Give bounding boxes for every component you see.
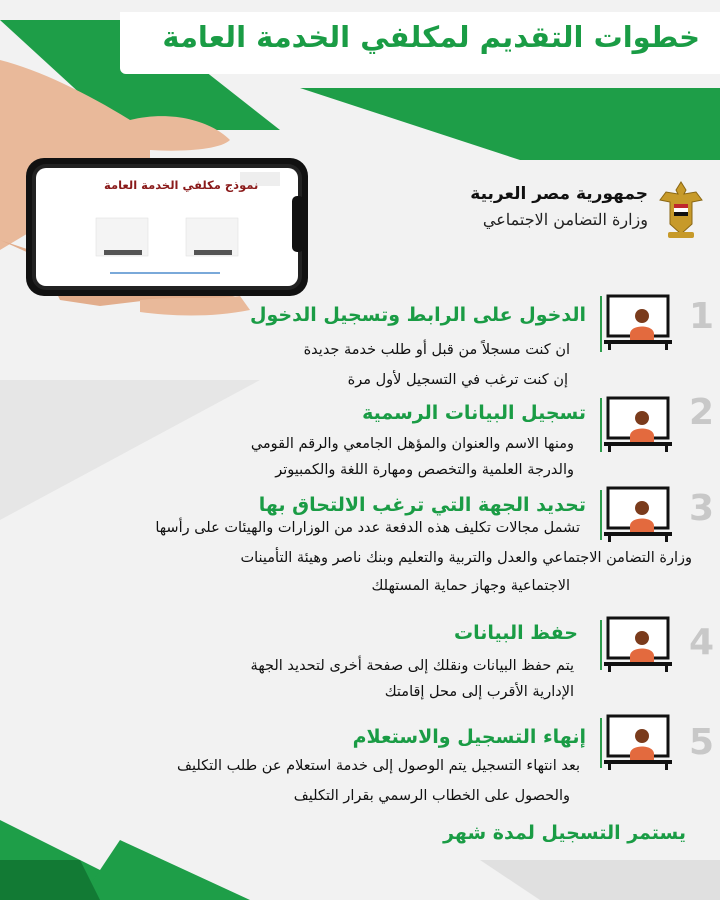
footer-note: يستمر التسجيل لمدة شهر [443,822,686,844]
step-title: الدخول على الرابط وتسجيل الدخول [250,304,586,326]
step-text: وزارة التضامن الاجتماعي والعدل والتربية والتعليم وبنك ناصر وهيئة التأمينات [240,550,692,566]
computer-user-icon [602,616,674,672]
step-text: إن كنت ترغب في التسجيل لأول مرة [347,372,568,388]
computer-user-icon [602,714,674,770]
logo-ministry: وزارة التضامن الاجتماعي [482,210,648,229]
computer-user-icon [602,396,674,452]
step-title: حفظ البيانات [454,622,578,644]
hand-holding-phone [0,0,330,330]
divider-line [600,398,602,452]
step-title: تحديد الجهة التي ترغب الالتحاق بها [258,494,586,516]
phone-screen-title: نموذج مكلفي الخدمة العامة [104,178,259,192]
step-text: يتم حفظ البيانات ونقلك إلى صفحة أخرى لتحديد الجهة [250,658,574,674]
step-number: 3 [688,488,714,529]
computer-user-icon [602,294,674,350]
step-text: الإدارية الأقرب إلى محل إقامتك [384,684,574,700]
step-text: تشمل مجالات تكليف هذه الدفعة عدد من الوزارات والهيئات على رأسها [155,520,580,536]
page-title: خطوات التقديم لمكلفي الخدمة العامة [162,20,700,54]
divider-line [600,490,602,540]
step-number: 1 [688,296,714,337]
step-text: بعد انتهاء التسجيل يتم الوصول إلى خدمة استعلام عن طلب التكليف [176,758,580,774]
step-number: 5 [688,722,714,763]
ministry-logo [470,178,706,242]
egypt-eagle-icon [656,178,706,242]
step-text: ان كنت مسجلاً من قبل أو طلب خدمة جديدة [303,342,570,358]
divider-line [600,620,602,670]
step-number: 2 [688,392,714,433]
computer-user-icon [602,486,674,542]
divider-line [600,718,602,768]
divider-line [600,296,602,352]
logo-country: جمهورية مصر العربية [470,184,648,204]
step-text: والدرجة العلمية والتخصص ومهارة اللغة والكمبيوتر [275,462,574,478]
step-title: تسجيل البيانات الرسمية [362,402,586,424]
step-text: ومنها الاسم والعنوان والمؤهل الجامعي والرقم القومي [250,436,574,452]
step-title: إنهاء التسجيل والاستعلام [352,726,586,748]
step-text: الاجتماعية وجهاز حماية المستهلك [371,578,570,594]
step-text: والحصول على الخطاب الرسمي بقرار التكليف [293,788,570,804]
step-number: 4 [688,622,714,663]
